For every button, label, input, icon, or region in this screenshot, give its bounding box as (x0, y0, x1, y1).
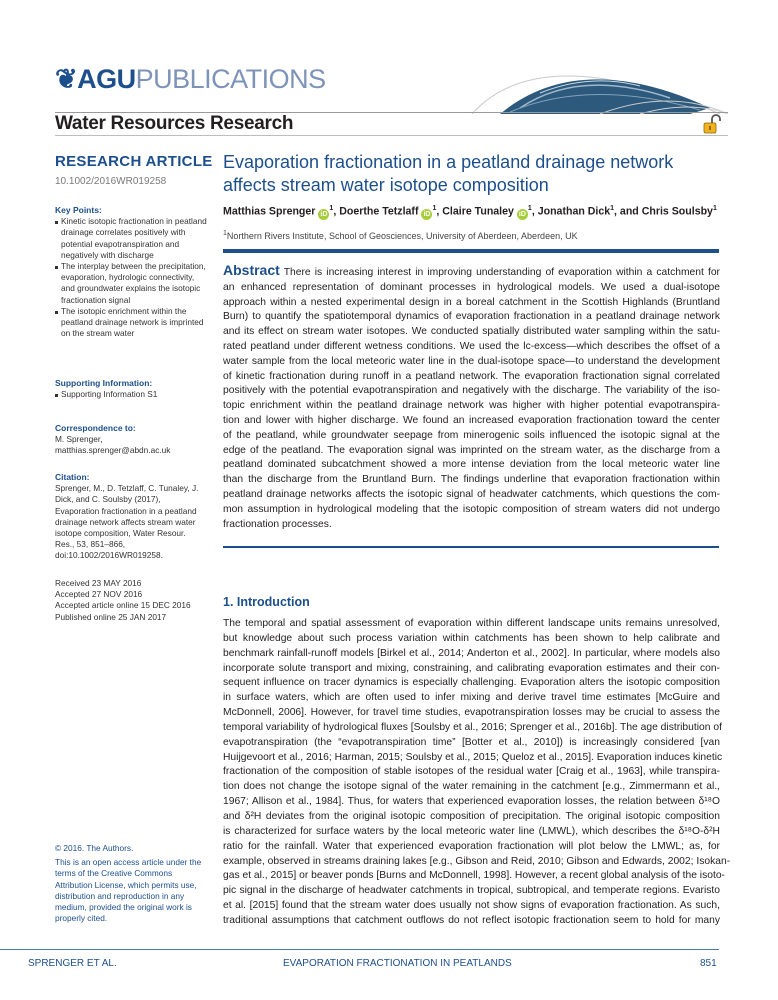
footer-running-title: EVAPORATION FRACTIONATION IN PEATLANDS (283, 958, 512, 969)
key-point-item: The isotopic enrichment within the peatland drainage network is imprinted on the stream water (55, 306, 207, 340)
affiliation-text: Northern Rivers Institute, School of Geosciences, University of Aberdeen, Aberdeen, UK (226, 231, 578, 241)
orcid-icon[interactable]: iD (423, 210, 431, 218)
introduction-line: and δ²H deviates from the original isotopic composition of precipitation. The original isotopic composition (223, 810, 720, 822)
logo-publications-text: PUBLICATIONS (135, 64, 326, 94)
introduction-body (223, 617, 731, 929)
introduction-line: in surface waters, which are often used to infer mixing and derive travel time estimates [McGuire and (223, 692, 720, 704)
copyright-license (55, 843, 207, 924)
date-published-online: Published online 25 JAN 2017 (55, 611, 167, 622)
logo-agu-text: AGU (77, 64, 136, 94)
correspondence (55, 423, 207, 457)
article-type: RESEARCH ARTICLE (55, 153, 213, 170)
copyright: © 2016. The Authors. (55, 843, 134, 853)
author-affiliation-marker: 1 (527, 205, 532, 212)
introduction-line: benchmark rainfall-runoff models [Birkel et al., 2014; Anderton et al., 2002]. In particular, where models also (223, 647, 720, 659)
correspondence-name: M. Sprenger, (55, 434, 103, 445)
introduction-line: sequent influence on tracer dynamics is especially challenging. Evaporation alters the isotopic composition (223, 677, 720, 689)
date-accepted: Accepted 27 NOV 2016 (55, 589, 143, 600)
author-affiliation-marker: 1 (329, 205, 334, 212)
journal-name: Water Resources Research (55, 113, 294, 134)
ocean-wave-banner-image (470, 58, 730, 114)
introduction-line: et al. [2015] found that the stream water does usually not show signs of evaporation fractionation. As such, (223, 900, 720, 912)
author-affiliation-marker: 1 (610, 205, 615, 212)
abstract-line: tion and lower with higher discharge. We found an increased evaporation fractionation toward the center (223, 414, 720, 426)
article-title (223, 151, 723, 197)
introduction-line: McDonnell, 2006]. However, for travel time studies, evapotranspiration losses may be crucial to assess the (223, 707, 720, 719)
introduction-line: fractionation of the composition of stable isotopes of the residual water [Craig et al., 1963], while transpira- (223, 766, 720, 778)
author-separator: , and (614, 205, 642, 218)
key-points (55, 205, 207, 339)
introduction-line: pic signal in the discharge of headwater catchments in tropical, subtropical, and temperate regions. Evaristo (223, 885, 720, 897)
abstract-line: edge of the peatland. The evaporation signal was imprinted on the stream water, as the discharge from a (223, 444, 720, 456)
abstract-line (223, 263, 720, 281)
abstract-line: mon assumption in hydrological modeling that the isotopic composition of stream waters did not undergo (223, 503, 720, 515)
citation-heading: Citation: (55, 472, 90, 482)
introduction-line: example, observed in streams draining lakes [e.g., Gibson and Reid, 2010; Gibson and Edwards, 2002; Isokan- (223, 855, 731, 867)
abstract-line: peatland dominated subcatchment showed a more intense deviation from the local meteoric water line (223, 459, 720, 471)
supporting-item-link[interactable]: Supporting Information S1 (55, 389, 207, 400)
author-name: Doerthe Tetzlaff (339, 205, 419, 218)
introduction-line: gas et al., 2015] or beaver ponds [Burns and McDonnell, 1998]. However, a recent global analysis of the isoto- (223, 870, 725, 882)
abstract-line: of kinetic fractionation during runoff in a peatland network. The evaporation fractionation signal correlated (223, 370, 720, 382)
abstract-line: than the discharge from the Bruntland Burn. The findings underline that evaporation fractionation within (223, 474, 720, 486)
supporting-information (55, 378, 207, 400)
introduction-line: incorporate solute transport and mixing, constraining, and calibrating evaporation estimates and their con- (223, 662, 720, 674)
introduction-line: evapotranspiration (the “evapotranspiration time” [Botter et al., 2010]) is increasingly considered [van (223, 736, 720, 748)
abstract-top-rule (223, 249, 719, 253)
key-point-item: Kinetic isotopic fractionation in peatland drainage correlates positively with potential evapotranspiration and negatively with discharge (55, 216, 207, 261)
date-received: Received 23 MAY 2016 (55, 578, 142, 588)
section-heading-introduction: 1. Introduction (223, 595, 310, 609)
abstract (223, 263, 720, 532)
abstract-line: water sample from the local meteoric water line in the dual-isotope space—to understand the development (223, 355, 720, 367)
abstract-line: and its effect on stream water isotopes. We conducted spatially distributed water sampling within the satu- (223, 326, 720, 338)
title-line: Evaporation fractionation in a peatland drainage network (223, 152, 674, 172)
publication-dates (55, 578, 207, 623)
introduction-line: The temporal and spatial assessment of evaporation within different landscape units remains unresolved, (223, 618, 720, 629)
author-separator: , (333, 205, 340, 218)
date-accepted-online: Accepted article online 15 DEC 2016 (55, 600, 191, 611)
author-separator: , (531, 205, 538, 218)
abstract-line: Burn) to quantify the spatiotemporal dynamics of evaporation fractionation in a peatland drainage network (223, 311, 720, 323)
page-number: 851 (700, 958, 717, 969)
affiliation (223, 230, 578, 241)
introduction-line: ratio for the rainfall. Water that experienced evaporation fractionation will plot below the LMWL; as, for (223, 840, 720, 852)
abstract-line: topic enrichment within the peatland drainage network was higher with higher potential evapotranspira- (223, 400, 720, 412)
author-name: Chris Soulsby (641, 205, 713, 218)
abstract-line: rated peatland under different wetness conditions. We used the lc-excess—which describes the offset of a (223, 340, 720, 352)
introduction-line: is characterized for surface waters by the local meteoric water line (LMWL), which describes the δ¹⁸O-δ²H (223, 825, 720, 837)
introduction-line: but knowledge about such process variation within catchments has been shown to help calibrate and (223, 632, 720, 644)
agu-publications-logo (55, 64, 326, 95)
author-list (223, 205, 717, 220)
key-point-item: The interplay between the precipitation, evaporation, hydrologic connectivity, and groundwater explains the isotopic fractionation signal (55, 261, 207, 306)
abstract-line: peatland drainage networks affects the isotopic signal of headwater catchments, which questions the com- (223, 488, 720, 500)
abstract-line: positively with the potential evapotranspiration and negatively with the discharge. The variability of the iso- (223, 385, 720, 397)
abstract-line: fractionation processes. (223, 518, 332, 530)
abstract-line: an enhanced representation of dominant processes in hydrological models. We used a dual-isotope (223, 281, 720, 293)
title-line: affects stream water isotope composition (223, 175, 549, 195)
orcid-icon[interactable]: iD (518, 210, 526, 218)
author-separator: , (436, 205, 443, 218)
agu-logo-mark: ❦ (55, 64, 78, 94)
author-name: Matthias Sprenger (223, 205, 316, 218)
introduction-line: temporal variability of hydrological fluxes [Soulsby et al., 2016; Sprenger et al., 2016b]. The age distribution of (223, 721, 722, 733)
header-rule-bottom (55, 135, 728, 136)
author-name: Jonathan Dick (537, 205, 611, 218)
footer-rule (0, 949, 719, 950)
article-doi[interactable]: 10.1002/2016WR019258 (55, 176, 167, 187)
introduction-line: tion does not change the isotope signal of the water remaining in the catchment [e.g., Zimmermann et al., (223, 781, 720, 793)
abstract-line: approach within a nested experimental design in a boreal catchment in the Scottish Highlands (Bruntland (223, 296, 720, 308)
author-name: Claire Tunaley (442, 205, 514, 218)
abstract-heading: Abstract (223, 262, 280, 278)
introduction-line: Huijgevoort et al., 2016; Harman, 2015; Soulsby et al., 2015; Queloz et al., 2015]. Evaporation induces kinetic (223, 751, 723, 763)
correspondence-email-link[interactable]: matthias.sprenger@abdn.ac.uk (55, 445, 171, 456)
license-text: This is an open access article under the terms of the Creative Commons Attribution License, which permits use, distribution and reproduction in any medium, provided the original work is properly cited. (55, 857, 202, 924)
introduction-line: 1967; Allison et al., 1984]. Thus, for waters that experienced evaporation losses, the relation between δ¹⁸O (223, 796, 720, 808)
correspondence-heading: Correspondence to: (55, 423, 136, 433)
citation-text: Sprenger, M., D. Tetzlaff, C. Tunaley, J. Dick, and C. Soulsby (2017), Evaporation fractionation in a peatland drainage network affects stream water isotope composition, Water Resour. Res., 53, 851–866, doi:10.1002/2016WR019258. (55, 483, 199, 561)
abstract-text: There is increasing interest in improving understanding of evaporation within a catchment for (283, 267, 720, 278)
introduction-line: traditional assumptions that catchment outflows do not reflect isotopic fractionation seem to hold for many (223, 914, 720, 926)
orcid-icon[interactable]: iD (320, 210, 328, 218)
author-affiliation-marker: 1 (432, 205, 437, 212)
abstract-line: of the peatland, while groundwater seepage from minerogenic soils influenced the isotopic signal at the (223, 429, 720, 441)
key-points-heading: Key Points: (55, 205, 102, 215)
supporting-heading: Supporting Information: (55, 378, 153, 388)
author-affiliation-marker: 1 (712, 205, 717, 212)
affiliation-marker: 1 (223, 230, 227, 237)
footer-authors: SPRENGER ET AL. (28, 958, 117, 969)
open-access-lock-icon[interactable] (702, 114, 722, 134)
citation (55, 472, 207, 562)
abstract-bottom-rule (223, 546, 719, 548)
